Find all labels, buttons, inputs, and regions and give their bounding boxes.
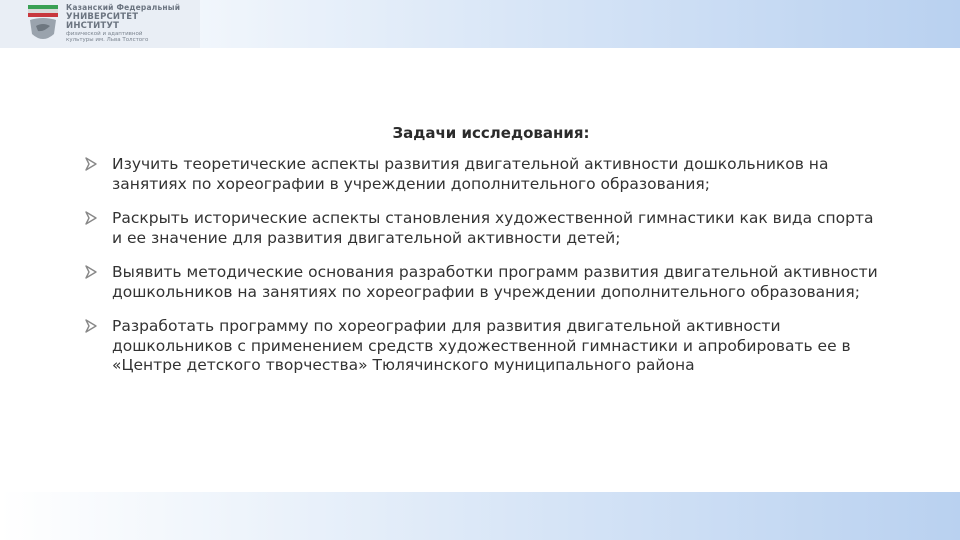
logo-emblem-icon: [24, 4, 62, 44]
task-text: Раскрыть исторические аспекты становления художественной гимнастики как вида спорта и ее значение для развития двигательной активности детей;: [112, 209, 874, 247]
task-text: Изучить теоретические аспекты развития двигательной активности дошкольников на занятиях по хореографии в учреждении дополнительного образования;: [112, 155, 829, 193]
task-list: [84, 155, 884, 391]
logo-text-line4: физической и адаптивной: [66, 30, 143, 37]
slide-title-wrap: [0, 124, 960, 142]
footer-band: [0, 492, 960, 540]
university-logo: [0, 0, 200, 48]
list-item: [84, 155, 884, 194]
logo-text-line1: Казанский Федеральный: [66, 3, 181, 12]
arrow-bullet-icon: [84, 157, 98, 171]
task-text: Выявить методические основания разработки программ развития двигательной активности дошкольников на занятиях по хореографии в учреждении дополнительного образования;: [112, 263, 878, 301]
list-item: [84, 317, 884, 376]
logo-text-line3: ИНСТИТУТ: [66, 21, 120, 31]
slide-title: Задачи исследования:: [392, 124, 590, 142]
list-item: [84, 263, 884, 302]
arrow-bullet-icon: [84, 319, 98, 333]
task-text: Разработать программу по хореографии для развития двигательной активности дошкольников с применением средств художественной гимнастики и апробировать ее в «Центре детского творчества» Тюлячинского муниципального района: [112, 317, 851, 374]
arrow-bullet-icon: [84, 265, 98, 279]
arrow-bullet-icon: [84, 211, 98, 225]
logo-text-line2: УНИВЕРСИТЕТ: [66, 11, 139, 22]
logo-text-line5: культуры им. Льва Толстого: [66, 37, 149, 43]
list-item: [84, 209, 884, 248]
